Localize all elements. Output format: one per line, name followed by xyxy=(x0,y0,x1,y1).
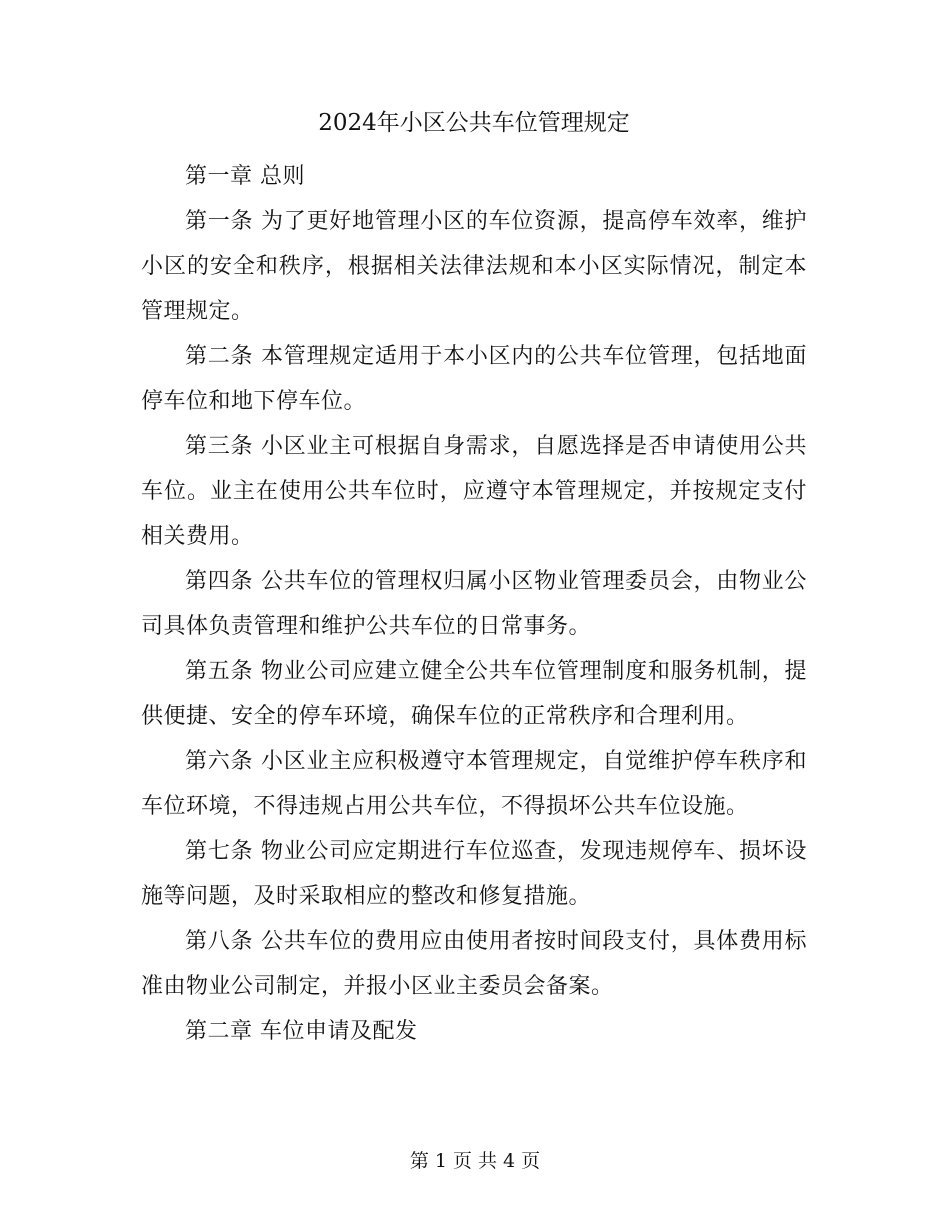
article-paragraph: 第四条 公共车位的管理权归属小区物业管理委员会，由物业公司具体负责管理和维护公共车位的日常事务。 xyxy=(141,569,807,639)
article-paragraph: 第一条 为了更好地管理小区的车位资源，提高停车效率，维护小区的安全和秩序，根据相关法律法规和本小区实际情况，制定本管理规定。 xyxy=(141,209,807,324)
article-paragraph: 第六条 小区业主应积极遵守本管理规定，自觉维护停车秩序和车位环境，不得违规占用公共车位，不得损坏公共车位设施。 xyxy=(141,749,807,819)
article-paragraph: 第七条 物业公司应定期进行车位巡查，发现违规停车、损坏设施等问题，及时采取相应的整改和修复措施。 xyxy=(141,839,807,909)
article-paragraph: 第二条 本管理规定适用于本小区内的公共车位管理，包括地面停车位和地下停车位。 xyxy=(141,344,807,414)
document-title: 2024年小区公共车位管理规定 xyxy=(318,110,630,136)
article-paragraph: 第八条 公共车位的费用应由使用者按时间段支付，具体费用标准由物业公司制定，并报小区业主委员会备案。 xyxy=(141,929,807,999)
page-number-footer: 第 1 页 共 4 页 xyxy=(409,1150,541,1172)
chapter-heading: 第一章 总则 xyxy=(185,164,305,189)
article-paragraph: 第三条 小区业主可根据自身需求，自愿选择是否申请使用公共车位。业主在使用公共车位时，应遵守本管理规定，并按规定支付相关费用。 xyxy=(141,434,807,549)
chapter-heading: 第二章 车位申请及配发 xyxy=(185,1019,418,1044)
document-body xyxy=(141,142,807,1054)
article-paragraph: 第五条 物业公司应建立健全公共车位管理制度和服务机制，提供便捷、安全的停车环境，确保车位的正常秩序和合理利用。 xyxy=(141,659,807,729)
